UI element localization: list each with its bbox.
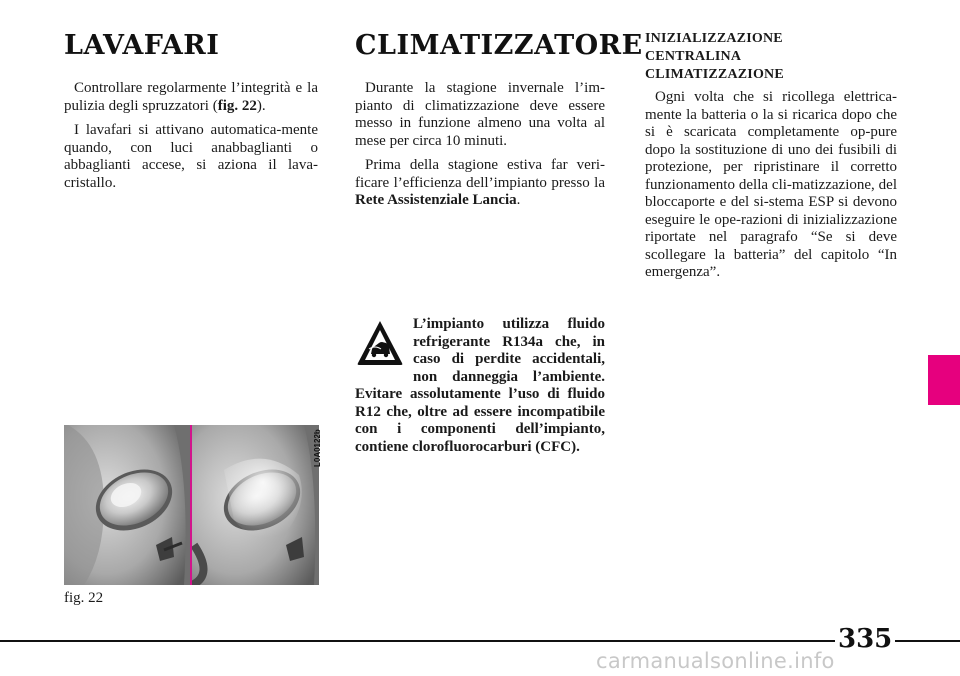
figure-headlamp-washers [64, 425, 319, 585]
figure-divider [190, 425, 192, 585]
column-climatizzatore [355, 30, 643, 210]
paragraph-climatizzatore-2 [355, 157, 605, 210]
figure-code: L0A0122b [313, 429, 322, 467]
paragraph-text: . [516, 192, 521, 208]
footer-rule [0, 640, 960, 642]
subheading-line-3: CLIMATIZZAZIONE [645, 67, 784, 82]
paragraph-lavafari-1 [64, 80, 318, 115]
paragraph-lavafari-2: I lavafari si attivano automatica-mente quando, con luci anabbaglianti o abbaglianti accese, si aziona il lava-cristallo. [64, 122, 318, 191]
heading-lavafari: LAVAFARI [64, 30, 220, 61]
warning-text: L’impianto utilizza fluido refrigerante R134a che, in caso di perdite accidentali, non danneggia l’ambiente. Evitare assolutamente l’uso di fluido R12 che, oltre ad essere incompatibile con i componenti dell’impianto, contiene clorofluorocarburi [355, 316, 605, 455]
paragraph-climatizzatore-1: Durante la stagione invernale l’im-pianto di climatizzazione deve essere messo in funzione almeno una volta al mese per circa 10 minuti. [355, 80, 605, 149]
subheading-line-1: INIZIALIZZAZIONE [645, 31, 783, 46]
page-number: 335 [838, 624, 893, 654]
figure-reference: fig. 22 [217, 97, 257, 114]
paragraph-inizializzazione: Ogni volta che si ricollega elettrica-mente la batteria o la si ricarica dopo che si è scaricata completamente op-pure dopo la sostituzione di uno dei fusibili di protezione, per ripristinare il corretto funzionamento della cli-matizzazione, del bloccaporte e del si-stema ESP si devono eseguire le ope-razioni di inizializzazione riportate nel paragrafo “Se si deve scollegare la batteria” del capitolo “In emergenza”. [645, 89, 897, 280]
warning-text-tail: (CFC). [531, 438, 580, 455]
subheading-line-2: CENTRALINA [645, 49, 742, 64]
dealer-network-name: Rete Assistenziale Lancia [355, 192, 517, 208]
section-tab-marker [928, 355, 960, 405]
paragraph-text: Prima della stagione estiva far veri-ficare l’efficienza dell’impianto presso la [355, 157, 605, 191]
paragraph-text: ). [256, 97, 266, 114]
paragraph-text: Controllare regolarmente l’integrità e la pulizia degli spruzzatori ( [64, 80, 318, 114]
column-inizializzazione [645, 30, 897, 282]
warning-note [355, 316, 605, 456]
car-warning-triangle-icon [355, 318, 405, 368]
column-lavafari [64, 30, 318, 192]
figure-caption: fig. 22 [64, 590, 104, 606]
watermark: carmanualsonline.info [596, 649, 835, 673]
heading-climatizzatore: CLIMATIZZATORE [355, 30, 643, 61]
